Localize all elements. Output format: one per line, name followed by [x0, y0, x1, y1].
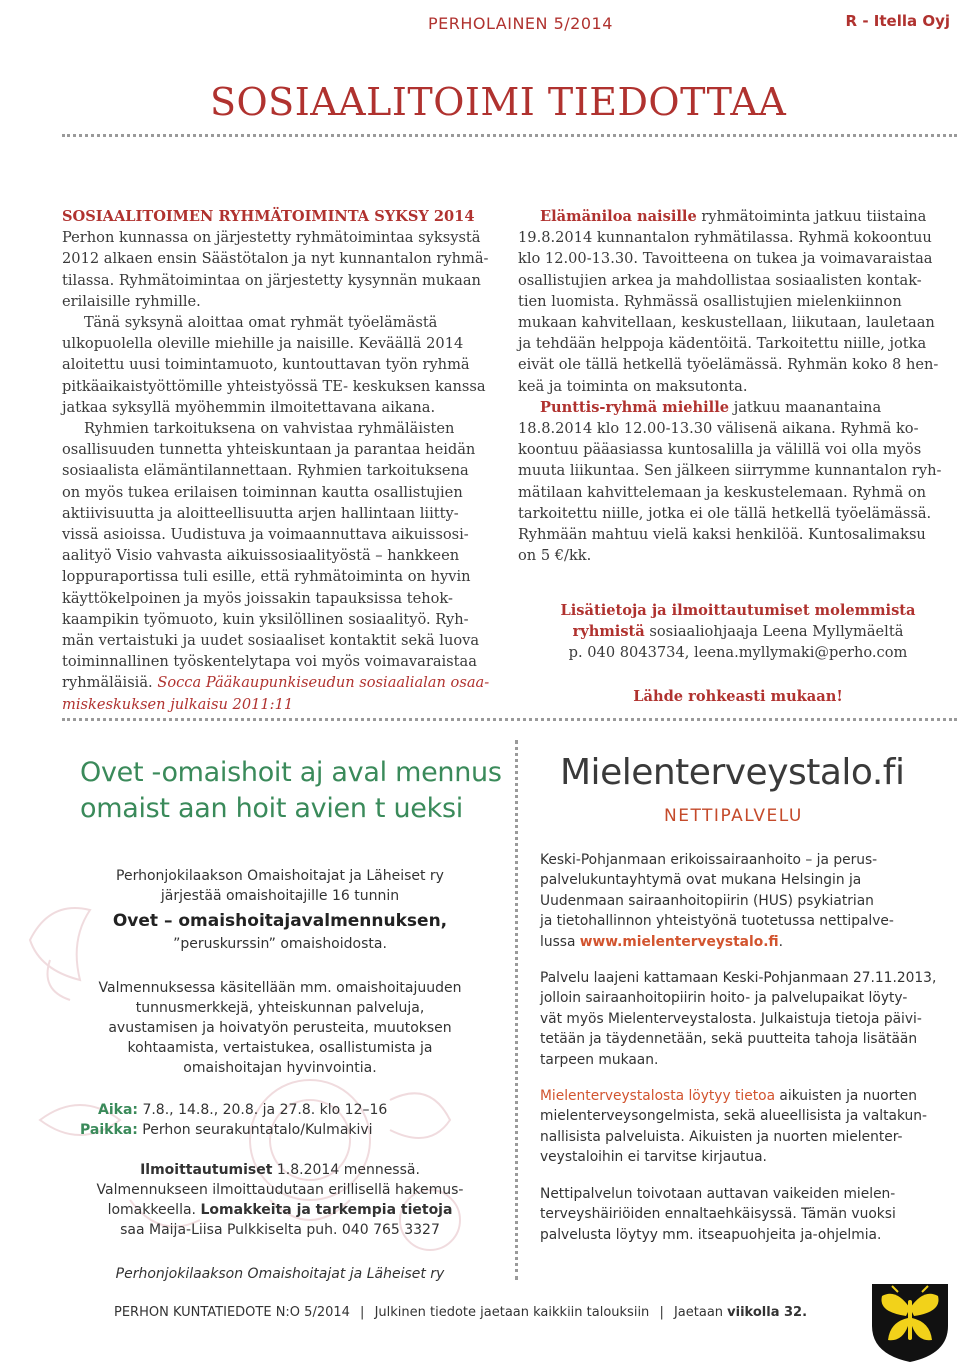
article-line: aktiivisuutta ja aloitteellisuutta arjen hallintaan liitty- — [62, 504, 459, 522]
section-divider — [62, 718, 957, 721]
footer-part3a: Jaetaan — [673, 1305, 728, 1320]
article-line: 2012 alkaen ensin Säästötalon ja nyt kunnantalon ryhmä- — [62, 250, 489, 268]
page-title: SOSIAALITOIMI TIEDOTTAA — [210, 80, 787, 124]
article-line: sosiaalista elämäntilannettaan. Ryhmien tarkoituksena — [62, 462, 469, 480]
group1-line: ryhmätoiminta jatkuu tiistaina — [696, 208, 927, 225]
mt-line: tarpeen mukaan. — [540, 1051, 659, 1068]
mt-paragraph-3 — [540, 1086, 950, 1168]
paikka-label: Paikka: — [80, 1122, 138, 1138]
group2-line: tarkoitettu niille, jotka ei ole tällä hetkellä työelämässä. — [518, 504, 932, 522]
group1-line: mukaan kahvitellaan, keskustellaan, liikutaan, lauletaan — [518, 314, 935, 332]
mt-line: Nettipalvelun toivotaan auttavan vaikeiden mielen- — [540, 1185, 896, 1202]
citation-line2: miskeskuksen julkaisu 2011:11 — [62, 695, 294, 713]
group2-name: Punttis-ryhmä miehille — [540, 398, 730, 416]
mt-line: vät myös Mielenterveystalosta. Julkaistuja tietoja päivi- — [540, 1010, 922, 1027]
ovet-schedule — [80, 1100, 500, 1140]
mt-subtitle: NETTIPALVELU — [664, 806, 803, 826]
ovet-intro — [60, 866, 500, 954]
group1-line: klo 12.00-13.30. Tavoitteena on tukea ja voimavaraistaa — [518, 250, 933, 268]
group1-line: 19.8.2014 kunnantalon ryhmätilassa. Ryhmä kokoontuu — [518, 229, 932, 247]
group2-line: on 5 €/kk. — [518, 547, 592, 565]
article-line: Tänä syksynä aloittaa omat ryhmät työelämästä — [84, 314, 438, 332]
footer-separator: | — [659, 1305, 664, 1320]
mt-line: palvelukuntayhtymä ovat mukana Helsingin ja — [540, 872, 862, 889]
article-line: kaampikin työmuoto, kuin yksilöllinen sosiaalityö. Ryh- — [62, 610, 469, 628]
group2-line: koontuu pääasiassa kuntosalilla ja välillä voi olla myös — [518, 441, 922, 459]
group1-name: Elämäniloa naisille — [540, 208, 697, 225]
title-divider — [62, 134, 957, 137]
info-phone: p. 040 8043734, leena.myllymaki@perho.com — [568, 644, 908, 662]
article-line: toiminnallinen työskentelytapa voi myös voimavaraistaa — [62, 653, 477, 671]
article-line: aloitettu uusi toimintamuoto, kuntouttavan työn ryhmä — [62, 356, 470, 374]
ovet-sub: ”peruskurssin” omaishoidosta. — [173, 936, 387, 952]
info-heading-2: ryhmistä — [572, 623, 645, 641]
article-line: osallisuuden tunnetta yhteiskuntaan ja parantaa heidän — [62, 441, 476, 459]
mt-highlight: Mielenterveystalosta löytyy tietoa — [540, 1088, 776, 1105]
ovet-topics — [60, 978, 500, 1078]
group1-line: ja tehdään helppoja kädentöitä. Tarkoitettu niille, jotka — [518, 335, 927, 353]
mt-paragraph-4 — [540, 1184, 950, 1245]
footer-part1: PERHON KUNTATIEDOTE N:O 5/2014 — [114, 1305, 350, 1320]
ovet-topic-line: avustamisen ja hoivatyön perusteita, muutoksen — [108, 1020, 452, 1036]
mt-paragraph-2 — [540, 968, 950, 1070]
mt-line: nallisista palveluista. Aikuisten ja nuorten mielenter- — [540, 1128, 903, 1145]
mt-body — [540, 850, 950, 1261]
article-line: aalityö Visio vahvasta aikuissosiaalityöstä – hankkeen — [62, 547, 460, 565]
article-heading: SOSIAALITOIMEN RYHMÄTOIMINTA SYKSY 2014 — [62, 208, 475, 225]
ovet-headline: Ovet – omaishoitajavalmennuksen, — [112, 911, 448, 931]
reg-rest: 1.8.2014 mennessä. — [272, 1162, 420, 1178]
mt-link[interactable]: www.mielenterveystalo.fi — [579, 933, 779, 950]
footer-part3b: viikolla 32. — [727, 1305, 808, 1320]
mt-line: mielenterveysongelmista, sekä alueellisista ja valtakun- — [540, 1108, 928, 1125]
article-line: on myös tukea erilaisen toiminnan kautta osallistujien — [62, 483, 463, 501]
ovet-intro2: järjestää omaishoitajille 16 tunnin — [160, 888, 400, 904]
article-line: Ryhmien tarkoituksena on vahvistaa ryhmäläisten — [84, 420, 455, 438]
footer-separator: | — [360, 1305, 365, 1320]
mt-line: ja tietohallinnon yhteistyönä tuotetussa nettipalve- — [540, 913, 894, 930]
mt-line: Keski-Pohjanmaan erikoissairaanhoito – ja perus- — [540, 852, 878, 868]
ovet-registration — [60, 1160, 500, 1240]
closing-line: Lähde rohkeasti mukaan! — [633, 687, 843, 705]
group2-line: 18.8.2014 klo 12.00-13.30 välisenä aikana. Ryhmä ko- — [518, 420, 919, 438]
group1-line: osallistujien arkea ja mahdollistaa sosiaalisten kontak- — [518, 271, 922, 289]
mt-line: veystaloihin ei tarvitse kirjautua. — [540, 1149, 767, 1166]
mt-line: terveyshäiriöiden ennaltaehkäisyssä. Tämän vuoksi — [540, 1206, 896, 1223]
mt-text: lussa — [540, 933, 580, 950]
reg-line3b: Lomakkeita ja tarkempia tietoja — [200, 1202, 453, 1218]
mt-line: Palvelu laajeni kattamaan Keski-Pohjanmaan 27.11.2013, — [540, 970, 937, 987]
article-line: tilassa. Ryhmätoimintaa on järjestetty kysynnän mukaan — [62, 271, 481, 289]
ovet-title-line2: omaist aan hoit avien t ueksi — [80, 793, 463, 824]
group2-line: muuta liikuntaa. Sen jälkeen siirrymme kunnantalon ryh- — [518, 462, 942, 480]
group2-line: jatkuu maanantaina — [729, 398, 882, 416]
group2-line: Ryhmään mahtuu vielä kaksi henkilöä. Kuntosalimaksu — [518, 526, 926, 544]
group1-line: eivät ole tällä hetkellä työelämässä. Ryhmän koko 8 hen- — [518, 356, 939, 374]
citation-line1: Socca Pääkaupunkiseudun sosiaalialan osaa- — [157, 674, 490, 692]
paikka-value: Perhon seurakuntatalo/Kulmakivi — [137, 1122, 373, 1138]
mt-title: Mielenterveystalo.fi — [560, 752, 905, 793]
group1-line: keä ja toiminta on maksutonta. — [518, 377, 748, 395]
group1-body — [518, 227, 950, 397]
group2-line: mätilaan kahvittelemaan ja keskustelemaan. Ryhmä on — [518, 483, 927, 501]
mt-line: jolloin sairaanhoitopiirin hoito- ja palvelupaikat löyty- — [540, 990, 908, 1007]
article-line: ryhmäläisiä. — [62, 674, 153, 692]
mt-line: Uudenmaan sairaanhoitopiirin (HUS) psykiatrian — [540, 892, 874, 909]
article-line: Perhon kunnassa on järjestetty ryhmätoimintaa syksystä — [62, 229, 481, 247]
ovet-title-line1: Ovet -omaishoit aj aval mennus — [80, 757, 502, 788]
contact-info — [540, 600, 936, 707]
right-article — [518, 206, 950, 566]
info-contact: sosiaaliohjaaja Leena Myllymäeltä — [644, 623, 904, 641]
group1-line: tien luomista. Ryhmässä osallistujien mielenkiinnon — [518, 292, 902, 310]
group2-body — [518, 418, 950, 566]
mt-text: . — [778, 933, 784, 950]
ovet-topic-line: omaishoitajan hyvinvointia. — [183, 1060, 377, 1076]
reg-line3a: lomakkeella. — [107, 1202, 201, 1218]
article-line: käyttökelpoinen ja myös joissakin tapauksissa tehok- — [62, 589, 453, 607]
ovet-topic-line: Valmennuksessa käsitellään mm. omaishoitajuuden — [98, 980, 462, 996]
article-line: vissä asioissa. Uudistuva ja voimaannuttava aikuissosi- — [62, 526, 469, 544]
left-article — [62, 206, 512, 715]
article-line: jatkaa syksyllä myöhemmin ilmoitettavana aikana. — [62, 398, 436, 416]
article-line: män vertaistuki ja uudet sosiaaliset kontaktit sekä luova — [62, 632, 480, 650]
article-line: ulkopuolella oleville miehille ja naisille. Keväällä 2014 — [62, 335, 464, 353]
reg-line2: Valmennukseen ilmoittaudutaan erillisellä hakemus- — [96, 1182, 464, 1198]
printer-name: R - Itella Oyj — [845, 12, 950, 30]
ovet-topic-line: kohtaamista, vertaistukea, osallistumista ja — [127, 1040, 433, 1056]
ovet-intro1: Perhonjokilaakson Omaishoitajat ja Läheiset ry — [116, 868, 444, 884]
footer-part2: Julkinen tiedote jaetaan kaikkiin talouksiin — [374, 1305, 650, 1320]
ovet-topic-line: tunnusmerkkejä, yhteiskunnan palveluja, — [135, 1000, 425, 1016]
article-line: loppuraportissa tuli esille, että ryhmätoiminta on hyvin — [62, 568, 471, 586]
aika-label: Aika: — [98, 1102, 138, 1118]
footer — [114, 1305, 807, 1320]
mt-line: tetään ja täydennetään, sekä puutteita tahoja lisätään — [540, 1031, 918, 1048]
article-line: pitkäaikaistyöttömille yhteistyössä TE- keskuksen kanssa — [62, 377, 486, 395]
mt-text: aikuisten ja nuorten — [775, 1088, 917, 1105]
publication-name: PERHOLAINEN 5/2014 — [428, 14, 613, 33]
coat-of-arms-icon — [868, 1282, 952, 1364]
mt-line: palvelusta löytyy mm. itseapuohjeita ja-ohjelmia. — [540, 1226, 882, 1243]
mt-paragraph-1 — [540, 850, 950, 952]
ovet-signature: Perhonjokilaakson Omaishoitajat ja Läheiset ry — [115, 1266, 445, 1282]
info-heading: Lisätietoja ja ilmoittautumiset molemmista — [560, 602, 916, 619]
ovet-title — [80, 755, 502, 827]
article-line: erilaisille ryhmille. — [62, 292, 201, 310]
article-body — [62, 227, 512, 693]
column-divider — [515, 740, 518, 1280]
reg-bold: Ilmoittautumiset — [140, 1162, 273, 1178]
reg-line4: saa Maija-Liisa Pulkkiselta puh. 040 765 3327 — [120, 1222, 440, 1238]
aika-value: 7.8., 14.8., 20.8. ja 27.8. klo 12–16 — [138, 1102, 388, 1118]
